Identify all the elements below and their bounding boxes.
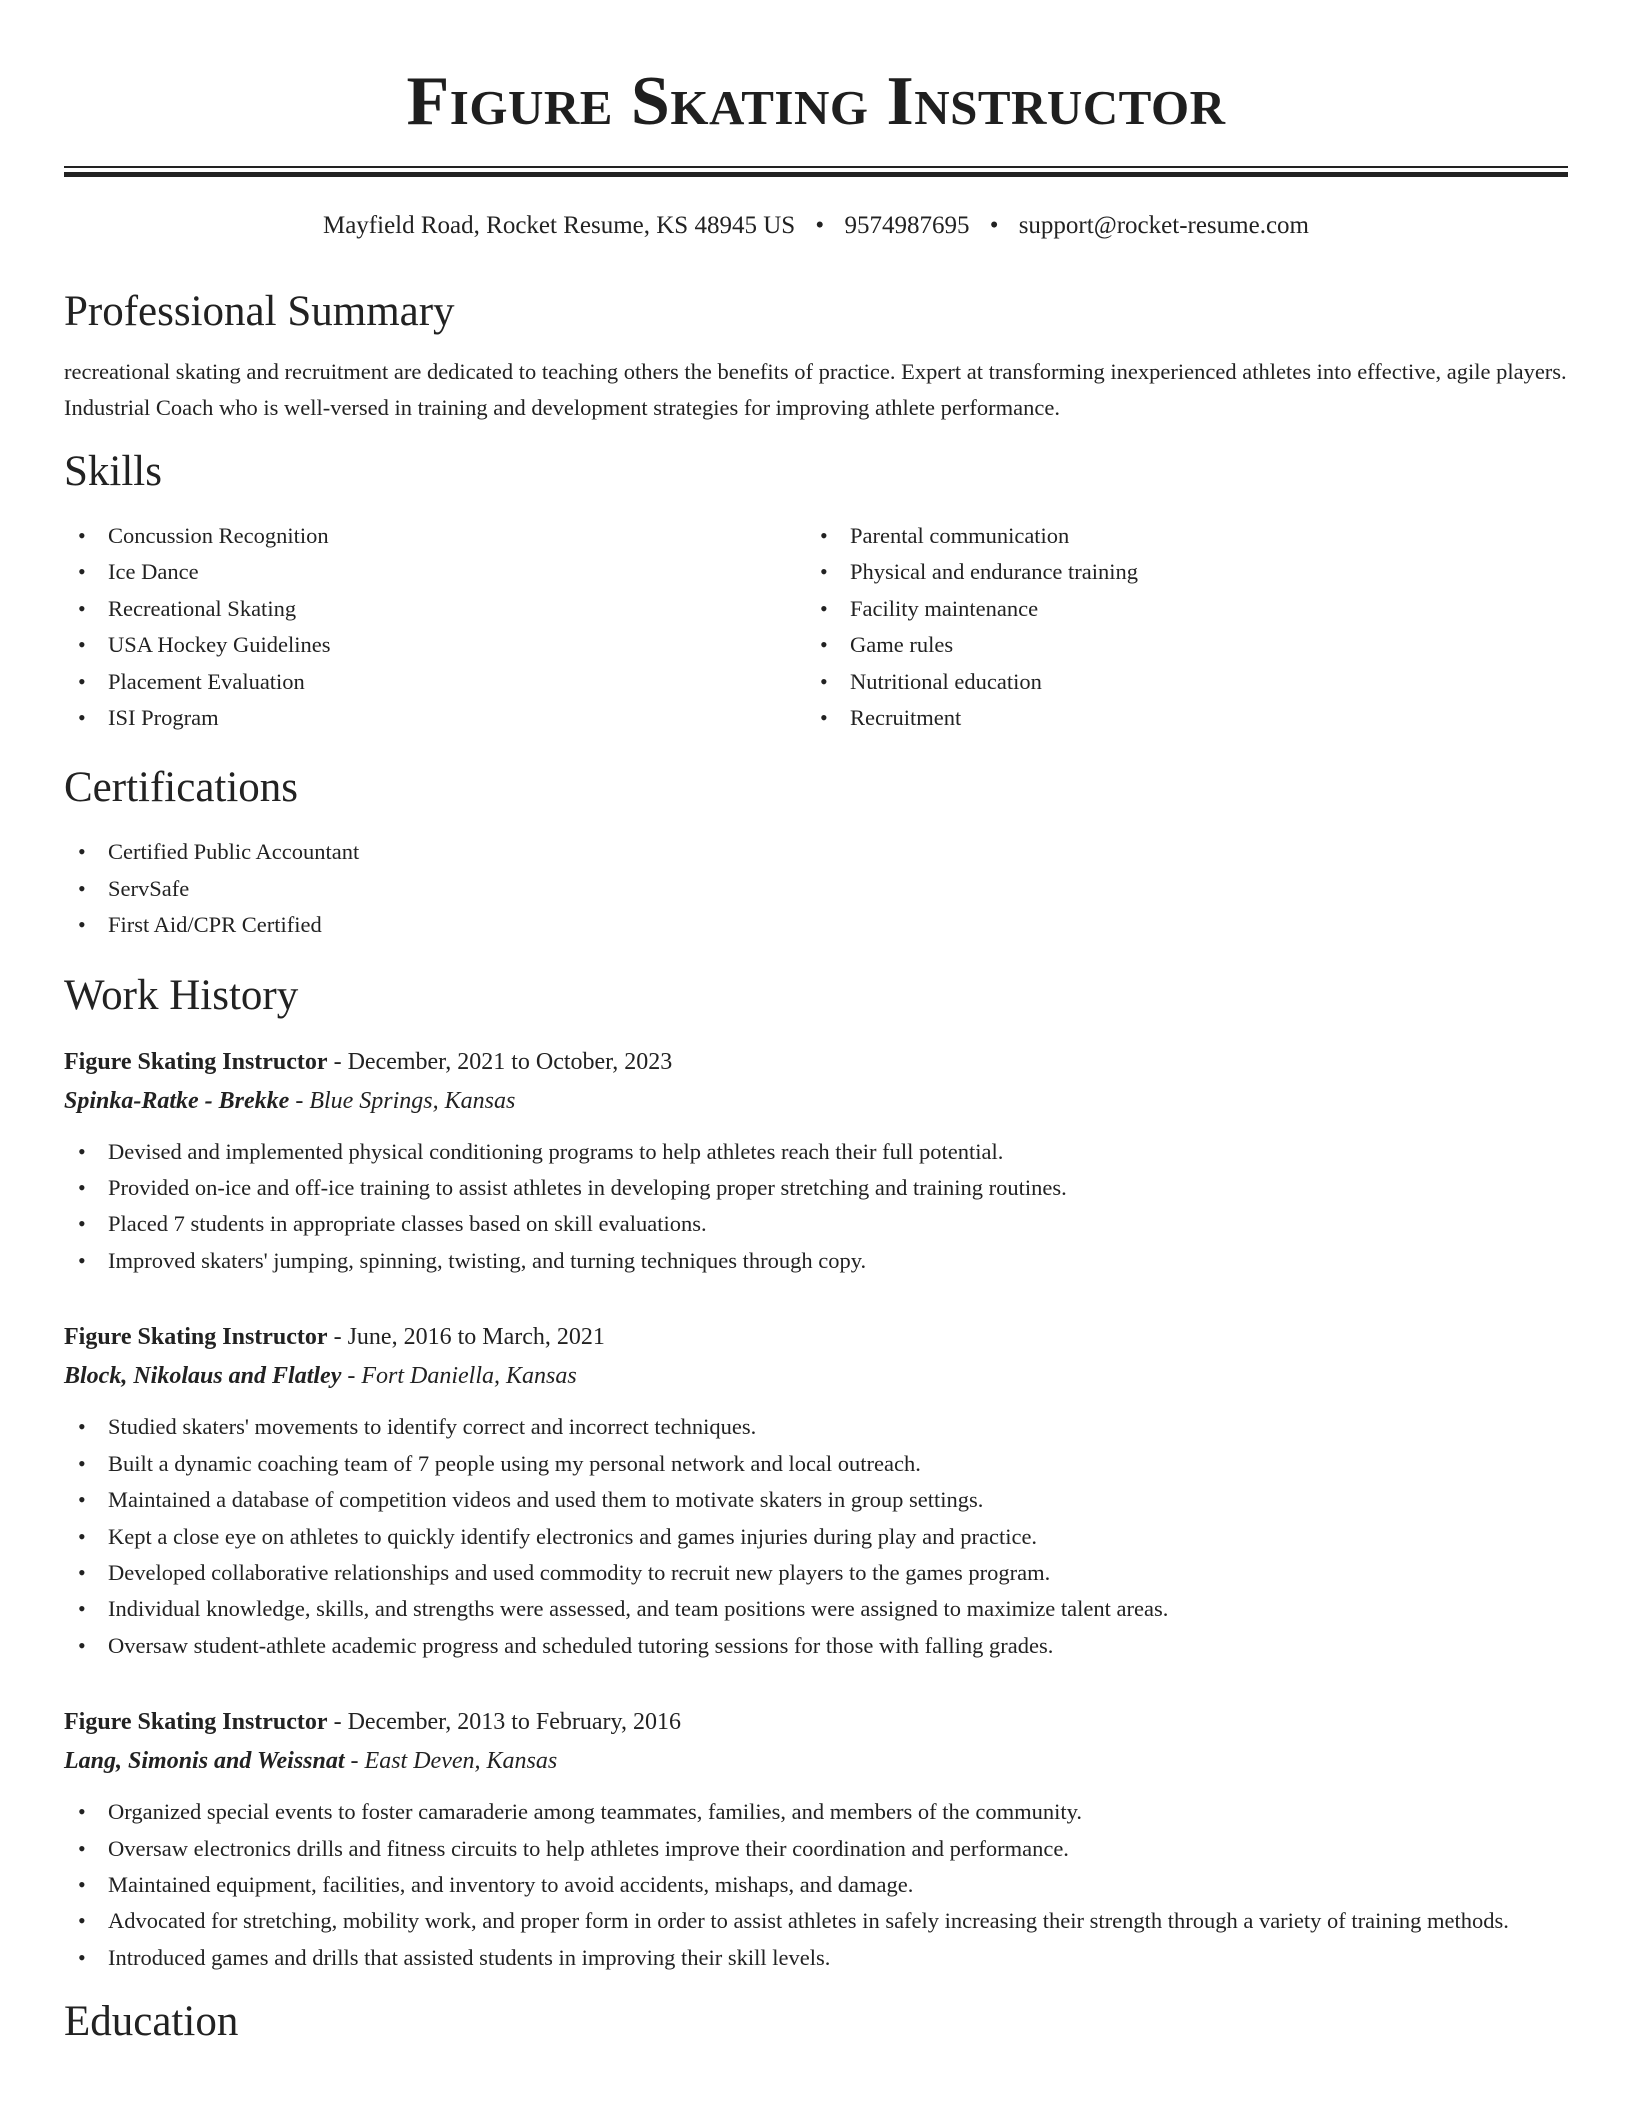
contact-separator: • — [989, 212, 999, 239]
education-heading: Education — [64, 1998, 239, 2046]
skill-item: • Facility maintenance — [806, 591, 1548, 627]
skill-item: • USA Hockey Guidelines — [64, 627, 806, 663]
job-duty: • Individual knowledge, skills, and strengths were assessed, and team positions were assigned to maximize talent areas. — [64, 1591, 1568, 1627]
job-duty: • Built a dynamic coaching team of 7 people using my personal network and local outreach. — [64, 1446, 1568, 1482]
job-duty: • Improved skaters' jumping, spinning, twisting, and turning techniques through copy. — [64, 1243, 1568, 1279]
certification-item: • Certified Public Accountant — [64, 834, 1568, 870]
job-duty: • Provided on-ice and off-ice training to assist athletes in developing proper stretching and training routines. — [64, 1170, 1568, 1206]
skill-item: • ISI Program — [64, 700, 806, 736]
job-role: Figure Skating Instructor — [64, 1709, 328, 1736]
skill-item: • Recruitment — [806, 700, 1548, 736]
contact-line — [64, 210, 1568, 242]
job-dates: - December, 2013 to February, 2016 — [327, 1709, 681, 1736]
job-header — [64, 1702, 1568, 1742]
job-location: - Fort Daniella, Kansas — [341, 1363, 577, 1390]
job-duty: • Placed 7 students in appropriate classes based on skill evaluations. — [64, 1206, 1568, 1242]
job-duties-list — [64, 1794, 1568, 1976]
certifications-heading: Certifications — [64, 764, 299, 812]
job-role: Figure Skating Instructor — [64, 1048, 328, 1075]
contact-address: Mayfield Road, Rocket Resume, KS 48945 US — [322, 212, 796, 239]
certification-item: • First Aid/CPR Certified — [64, 907, 1568, 943]
job-entry — [64, 1702, 1568, 1976]
job-duties-list — [64, 1134, 1568, 1280]
skill-item: • Game rules — [806, 627, 1548, 663]
skill-item: • Concussion Recognition — [64, 518, 806, 554]
contact-separator: • — [815, 212, 825, 239]
job-duty: • Oversaw student-athlete academic progress and scheduled tutoring sessions for those with falling grades. — [64, 1628, 1568, 1664]
job-duty: • Maintained a database of competition videos and used them to motivate skaters in group settings. — [64, 1482, 1568, 1518]
job-duty: • Kept a close eye on athletes to quickly identify electronics and games injuries during play and practice. — [64, 1519, 1568, 1555]
skills-heading: Skills — [64, 448, 162, 495]
skills-left-list — [64, 518, 806, 736]
job-role: Figure Skating Instructor — [64, 1324, 328, 1351]
job-duty: • Developed collaborative relationships and used commodity to recruit new players to the games program. — [64, 1555, 1568, 1591]
job-dates: - December, 2021 to October, 2023 — [327, 1048, 673, 1075]
job-duty: • Oversaw electronics drills and fitness circuits to help athletes improve their coordination and performance. — [64, 1831, 1568, 1867]
contact-email: support@rocket-resume.com — [1018, 212, 1309, 239]
skills-columns — [64, 518, 1568, 736]
job-duty: • Introduced games and drills that assisted students in improving their skill levels. — [64, 1940, 1568, 1976]
skill-item: • Parental communication — [806, 518, 1548, 554]
job-header — [64, 1317, 1568, 1357]
summary-heading: Professional Summary — [64, 288, 455, 335]
job-duty: • Devised and implemented physical conditioning programs to help athletes reach their full potential. — [64, 1134, 1568, 1170]
work-history-heading: Work History — [64, 971, 299, 1019]
skill-item: • Ice Dance — [64, 554, 806, 590]
title-divider — [64, 166, 1568, 177]
skill-item: • Physical and endurance training — [806, 554, 1548, 590]
job-employer — [64, 1357, 1568, 1395]
contact-phone: 9574987695 — [844, 212, 970, 239]
job-dates: - June, 2016 to March, 2021 — [327, 1324, 605, 1351]
job-entry — [64, 1317, 1568, 1664]
skill-item: • Recreational Skating — [64, 591, 806, 627]
skill-item: • Placement Evaluation — [64, 664, 806, 700]
job-company: Lang, Simonis and Weissnat — [64, 1748, 345, 1775]
job-employer — [64, 1082, 1568, 1120]
skills-right-list — [806, 518, 1548, 736]
job-company: Block, Nikolaus and Flatley — [64, 1363, 342, 1390]
job-location: - East Deven, Kansas — [344, 1748, 558, 1775]
job-duties-list — [64, 1409, 1568, 1664]
job-duty: • Maintained equipment, facilities, and inventory to avoid accidents, mishaps, and damage. — [64, 1867, 1568, 1903]
resume-title: Figure Skating Instructor — [406, 63, 1226, 140]
certifications-list — [64, 834, 1568, 943]
certification-item: • ServSafe — [64, 871, 1568, 907]
job-duty: • Studied skaters' movements to identify correct and incorrect techniques. — [64, 1409, 1568, 1445]
job-duty: • Organized special events to foster camaraderie among teammates, families, and members of the community. — [64, 1794, 1568, 1830]
job-duty: • Advocated for stretching, mobility work, and proper form in order to assist athletes in safely increasing their strength through a variety of training methods. — [64, 1903, 1568, 1939]
job-entry — [64, 1042, 1568, 1280]
skill-item: • Nutritional education — [806, 664, 1548, 700]
job-employer — [64, 1742, 1568, 1780]
job-header — [64, 1042, 1568, 1082]
job-company: Spinka-Ratke - Brekke — [64, 1087, 290, 1114]
job-location: - Blue Springs, Kansas — [289, 1087, 516, 1114]
summary-text: recreational skating and recruitment are dedicated to teaching others the benefits of practice. Expert at transforming inexperienced athletes into effective, agile players. Industrial Coach who is well-versed in training and development strategies for improving athlete performance. — [64, 359, 1567, 420]
